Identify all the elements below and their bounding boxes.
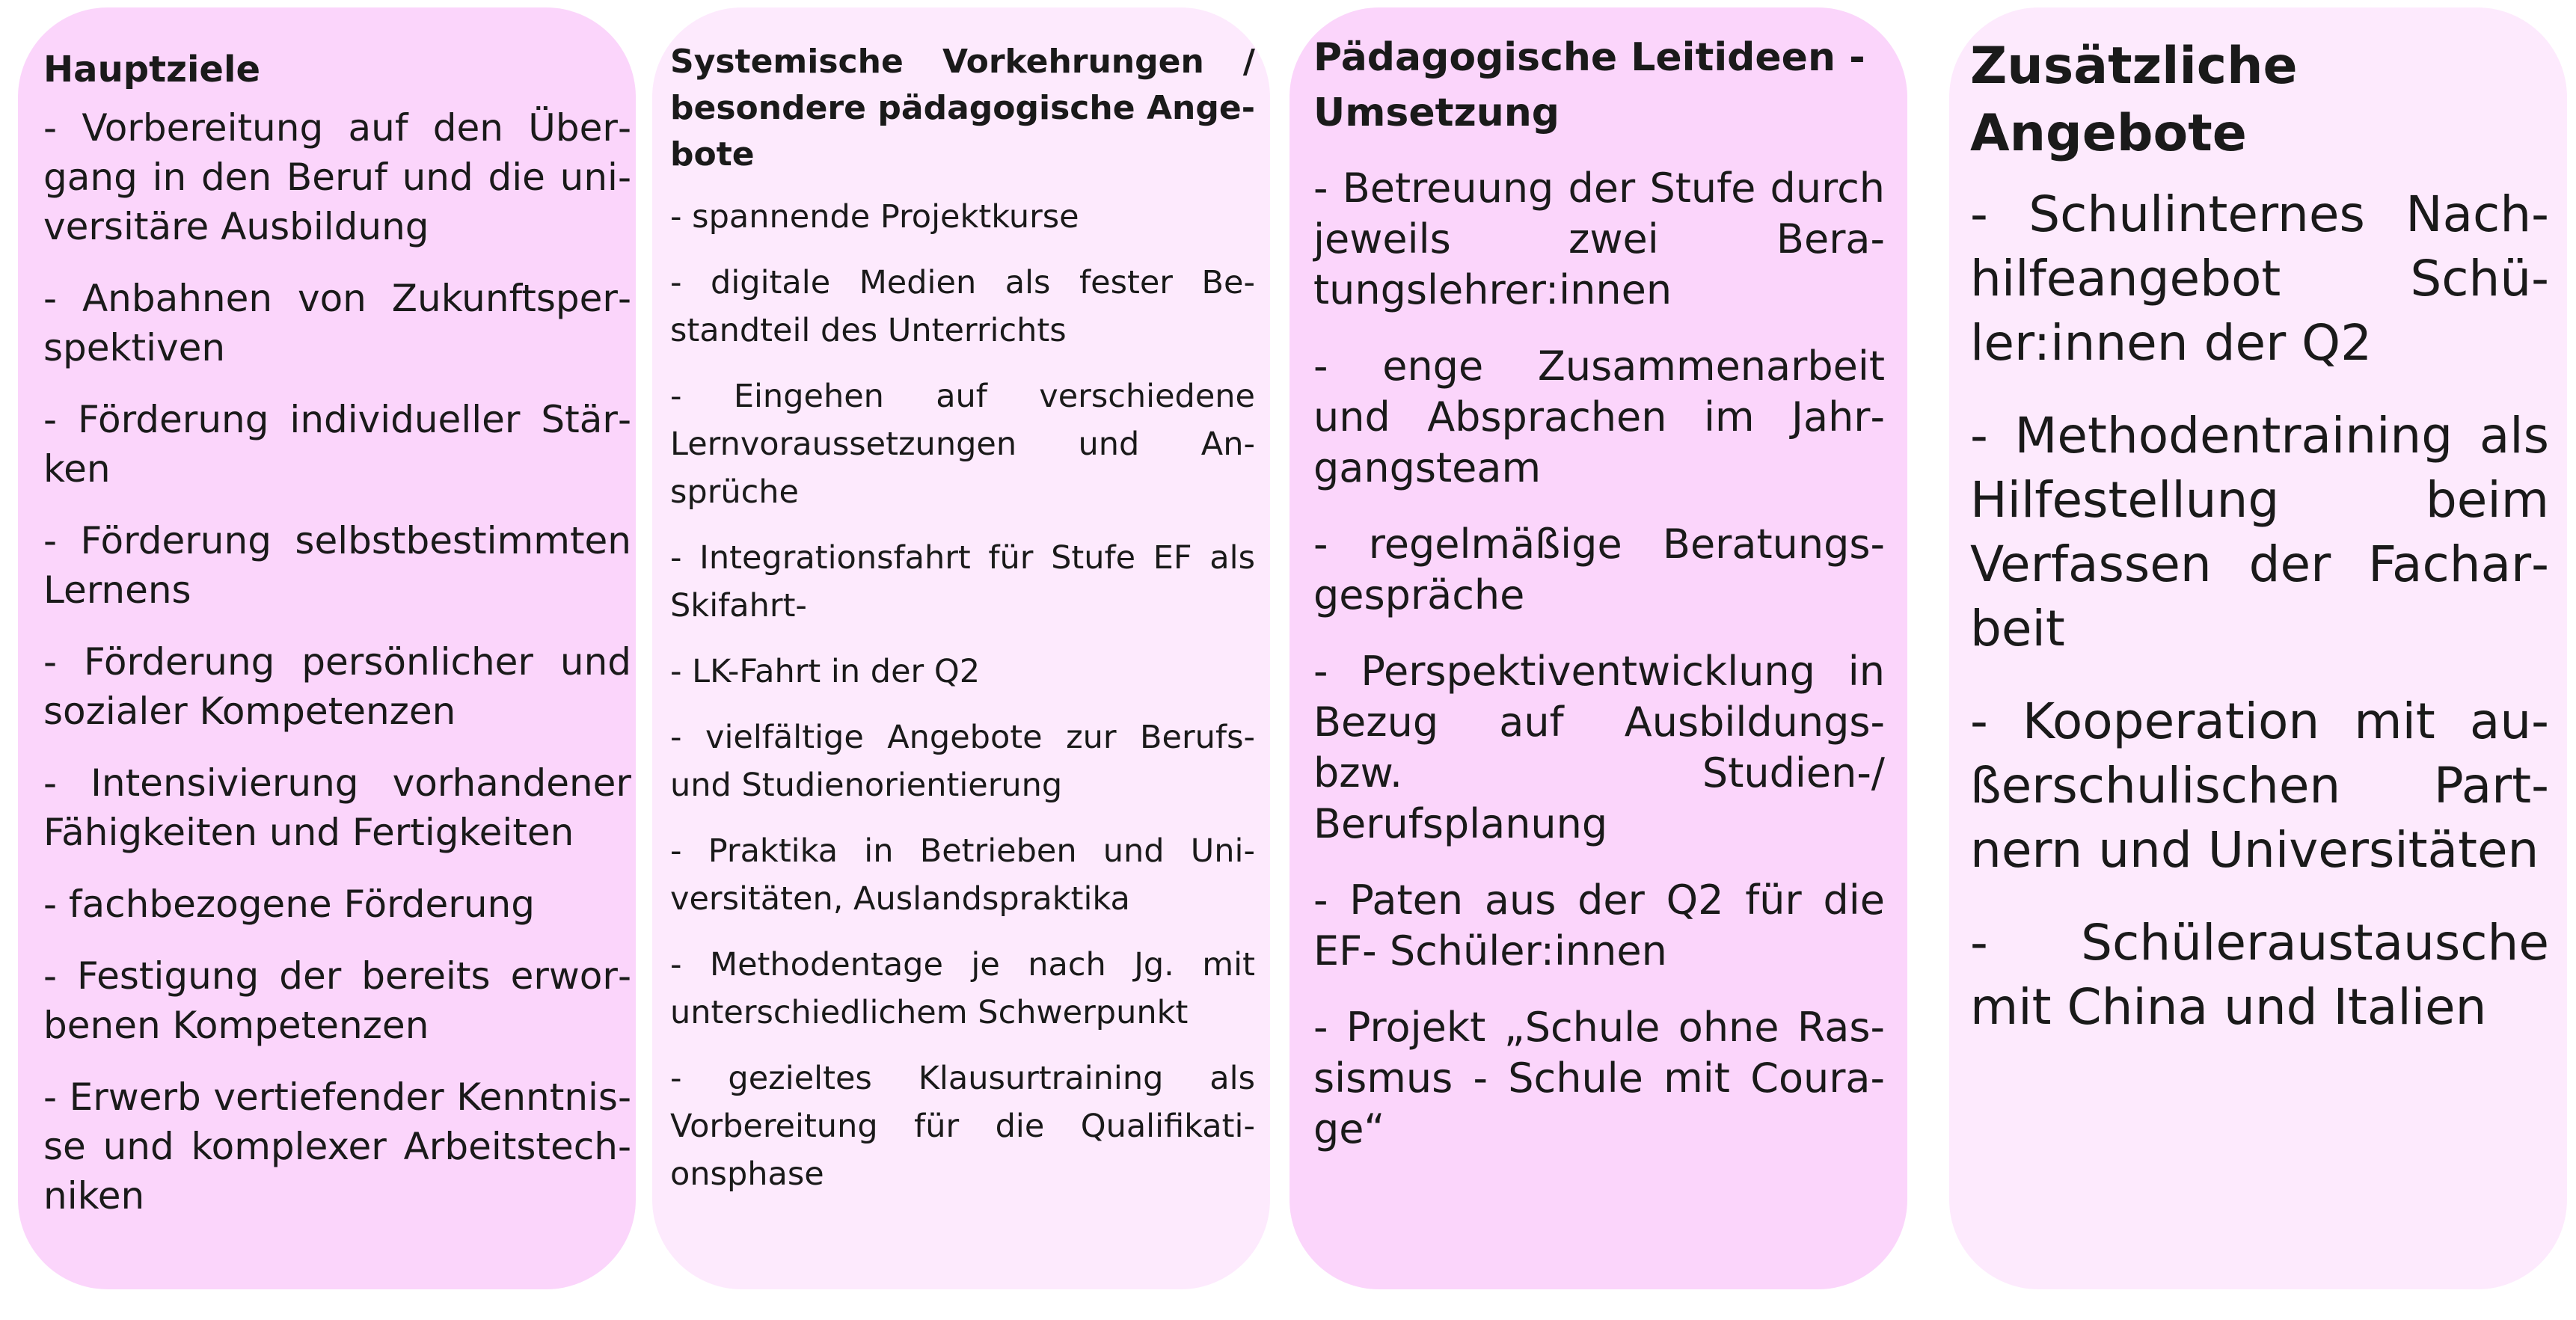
list-item: - LK-Fahrt in der Q2 <box>670 653 981 690</box>
card-title: Pädagogische Leitideen - Umsetzung <box>1313 35 1865 135</box>
list-item: - Schulinternes Nachhilfeangebot Schüler:innen der Q2 <box>1970 185 2549 372</box>
list-item: - vielfältige Angebote zur Berufs- und Studienorientierung <box>670 719 1255 804</box>
card-hauptziele <box>18 7 636 1289</box>
card-title: Hauptziele <box>43 49 260 90</box>
list-item: - Schüleraustausche mit China und Italien <box>1970 914 2549 1036</box>
list-item: - Projekt „Schule ohne Rassismus - Schule mit Courage“ <box>1313 1004 1885 1152</box>
card-title: Zusätzliche Angebote <box>1970 37 2298 163</box>
card-title: Systemische Vorkehrungen / besondere pädagogische Angebote <box>670 43 1255 174</box>
list-item: - Förderung selbstbestimmten Lernens <box>43 519 631 612</box>
list-item: - Förderung individueller Stärken <box>43 398 631 491</box>
list-item: - Integrationsfahrt für Stufe EF als Skifahrt- <box>670 539 1255 624</box>
list-item: - Perspektiventwicklung in Bezug auf Ausbildungs- bzw. Studien-/ Berufsplanung <box>1313 648 1885 847</box>
item-list <box>670 193 1255 1198</box>
item-list <box>1970 182 2549 1040</box>
list-item: - digitale Medien als fester Bestandteil des Unterrichts <box>670 264 1255 349</box>
list-item: - enge Zusammenarbeit und Absprachen im Jahrgangsteam <box>1313 343 1885 491</box>
card-systemische-vorkehrungen <box>652 7 1270 1289</box>
list-item: - fachbezogene Förderung <box>43 882 535 926</box>
list-item: - Betreuung der Stufe durch jeweils zwei Beratungslehrer:innen <box>1313 165 1885 313</box>
card-paedagogische-leitideen <box>1289 7 1907 1289</box>
list-item: - Paten aus der Q2 für die EF- Schüler:innen <box>1313 877 1885 974</box>
list-item: - regelmäßige Beratungsgespräche <box>1313 521 1885 618</box>
item-list <box>1313 163 1885 1155</box>
list-item: - Förderung persönlicher und sozialer Kompetenzen <box>43 640 631 733</box>
list-item: - Methodentage je nach Jg. mit unterschiedlichem Schwerpunkt <box>670 946 1255 1031</box>
list-item: - Praktika in Betrieben und Universitäten, Auslandspraktika <box>670 832 1255 918</box>
item-list <box>43 103 631 1221</box>
list-item: - Kooperation mit außerschulischen Partnern und Universitäten <box>1970 693 2549 879</box>
list-item: - spannende Projektkurse <box>670 198 1079 236</box>
list-item: - Erwerb vertiefender Kenntnisse und komplexer Arbeitstechniken <box>43 1075 631 1218</box>
list-item: - Eingehen auf verschiedene Lernvoraussetzungen und Ansprüche <box>670 378 1255 511</box>
card-zusaetzliche-angebote <box>1949 7 2567 1289</box>
list-item: - Methodentraining als Hilfestellung beim Verfassen der Facharbeit <box>1970 407 2549 657</box>
list-item: - Festigung der bereits erworbenen Kompetenzen <box>43 954 631 1047</box>
list-item: - gezieltes Klausurtraining als Vorbereitung für die Qualifikationsphase <box>670 1060 1255 1193</box>
list-item: - Intensivierung vorhandener Fähigkeiten und Fertigkeiten <box>43 761 631 854</box>
list-item: - Anbahnen von Zukunftsperspektiven <box>43 277 631 369</box>
list-item: - Vorbereitung auf den Übergang in den Beruf und die universitäre Ausbildung <box>43 106 631 248</box>
